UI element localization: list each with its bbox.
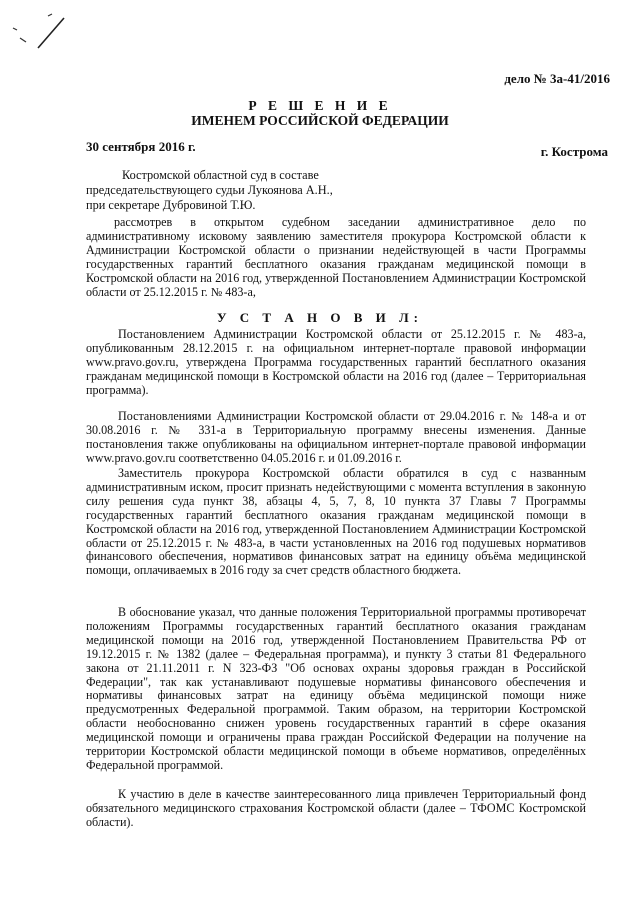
handwritten-mark — [8, 8, 68, 53]
paragraph-5 — [86, 788, 586, 830]
paragraph-1 — [86, 328, 586, 398]
paragraph-4 — [86, 606, 586, 773]
ustanovil-heading: У С Т А Н О В И Л: — [216, 310, 423, 325]
paragraph-3 — [86, 467, 586, 578]
considering-text: рассмотрев в открытом судебном заседании административное дело по административному исковому заявлению заместителя прокурора Костромской области к Администрации Костромской области о признании недействующей в части Программы государственных гарантий бесплатного оказания гражданам медицинской помощи в Костромской области на 2016 год, утвержденной Постановлением Администрации Костромской области от 25.12.2015 г. № 483-а, — [86, 215, 586, 299]
secretary-line: при секретаре Дубровиной Т.Ю. — [86, 198, 256, 212]
paragraph-text: Постановлениями Администрации Костромской области от 29.04.2016 г. № 148-а и от 30.08.2016 г. № 331-а в Территориальную программу внесены изменения. Данные постановления также опубликованы на официальном интернет-портале правовой информации www.pravo.gov.ru соответственно 04.05.2016 г. и 01.09.2016 г. — [86, 409, 586, 465]
document-subtitle: ИМЕНЕМ РОССИЙСКОЙ ФЕДЕРАЦИИ — [191, 113, 449, 128]
paragraph-text: Постановлением Администрации Костромской области от 25.12.2015 г. № 483-а, опубликованным 28.12.2015 г. на официальном интернет-портале правовой информации www.pravo.gov.ru, утверждена Программа государственных гарантий бесплатного оказания гражданам медицинской помощи в Костромской области на 2016 год (далее – Территориальная программа). — [86, 327, 586, 397]
decision-date: 30 сентября 2016 г. — [86, 139, 196, 154]
paragraph-text: К участию в деле в качестве заинтересованного лица привлечен Территориальный фонд обязательного медицинского страхования Костромской области (далее – ТФОМС Костромской области). — [86, 787, 586, 829]
document-title: Р Е Ш Е Н И Е — [248, 98, 392, 113]
paragraph-text: Заместитель прокурора Костромской области обратился в суд с названным административным иском, просит признать недействующими с момента вступления в законную силу решения суда пункт 38, абзацы 4, 5, 7, 8, 10 пункта 37 Главы 7 Программы государственных гарантий бесплатного оказания гражданам медицинской помощи в Костромской области на 2016 год, утвержденной Постановлением Администрации Костромской области от 25.12.2015 г. № 483-а, в части установленных на 2016 год подушевых нормативов финансового обеспечения, нормативов финансовых затрат на единицу объёма медицинской помощи, оплачиваемых в 2016 году за счет средств областного бюджета. — [86, 466, 586, 578]
court-line: Костромской областной суд в составе — [122, 168, 319, 182]
paragraph-2 — [86, 410, 586, 466]
paragraph-text: В обоснование указал, что данные положения Территориальной программы противоречат положениям Программы государственных гарантий бесплатного оказания гражданам медицинской помощи на 2016 год, утвержденной Постановлением Правительства РФ от 19.12.2015 г. № 1382 (далее – Федеральная программа), и пункту 3 статьи 81 Федерального закона от 21.11.2011 г. N 323-ФЗ "Об основах охраны здоровья граждан в Российской Федерации", так как устанавливают подушевые нормативы финансового обеспечения и нормативы финансовых затрат на единицу объёма медицинской помощи ниже предусмотренных Федеральной программой. Таким образом, на территории Костромской области необоснованно снижен уровень государственных гарантий в сфере оказания медицинской помощи и ограничены права граждан Российской Федерации на получение на территории Костромской области медицинской помощи в объеме нормативов, определённых Федеральной программой. — [86, 605, 586, 772]
judge-line: председательствующего судьи Лукоянова А.Н., — [86, 183, 333, 197]
decision-city: г. Кострома — [540, 144, 608, 159]
considering-paragraph — [86, 216, 586, 299]
case-number: дело № 3а-41/2016 — [504, 71, 610, 86]
